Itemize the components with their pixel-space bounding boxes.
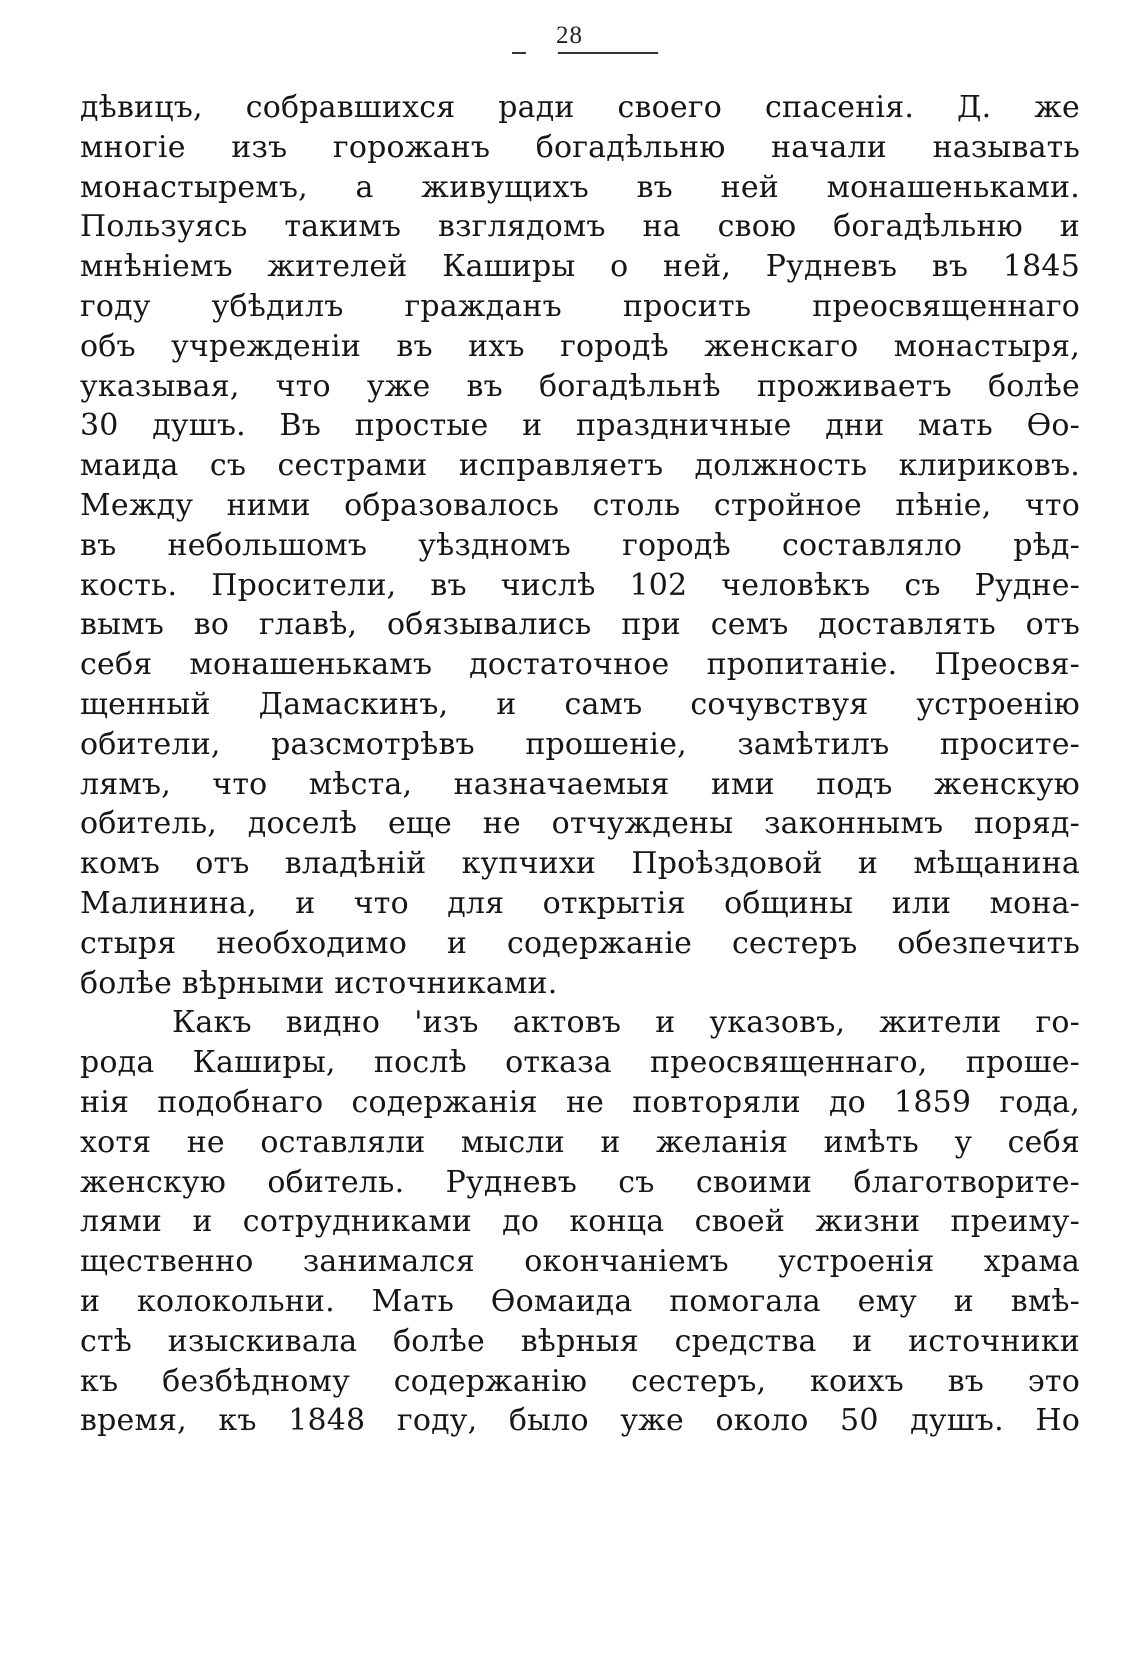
text-line: женскую обитель. Рудневъ съ своими благотворите- [80,1164,1080,1200]
page-number: 28 [556,22,583,49]
text-line: и колокольни. Мать Ѳомаида помогала ему и вмѣ- [80,1283,1080,1319]
text-line: Какъ видно 'изъ актовъ и указовъ, жители го- [172,1005,1080,1041]
text-line: комъ отъ владѣній купчихи Проѣздовой и мѣщанина [80,846,1080,882]
text-line: обитель, доселѣ еще не отчуждены законнымъ поряд- [80,806,1080,842]
text-line: дѣвицъ, собравшихся ради своего спасенія. Д. же [80,90,1080,125]
text-line: мнѣніемъ жителей Каширы о ней, Рудневъ въ 1845 [80,249,1080,285]
text-line: щенный Дамаскинъ, и самъ сочувствуя устроенію [80,686,1080,722]
text-line: обители, разсмотрѣвъ прошеніе, замѣтилъ просите- [80,726,1080,762]
text-line: стыря необходимо и содержаніе сестеръ обезпечить [80,925,1080,961]
text-line: Малинина, и что для открытія общины или мона- [80,885,1080,921]
text-line: кость. Просители, въ числѣ 102 человѣкъ съ Рудне- [80,567,1080,603]
text-line: году убѣдилъ гражданъ просить преосвященнаго [80,288,1080,324]
text-line: Пользуясь такимъ взглядомъ на свою богадѣльню и [80,209,1080,245]
text-line: нія подобнаго содержанія не повторяли до 1859 года, [80,1084,1080,1120]
header-rule-left [512,52,526,54]
text-line: монастыремъ, а живущихъ въ ней монашеньками. [80,169,1080,205]
text-line: болѣе вѣрными источниками. [80,965,558,1001]
text-line: рода Каширы, послѣ отказа преосвященнаго, проше- [80,1045,1080,1081]
header-rule-right [558,52,658,54]
text-line: щественно занимался окончаніемъ устроенія храма [80,1244,1080,1280]
text-line: многіе изъ горожанъ богадѣльню начали называть [80,129,1080,165]
text-line: вымъ во главѣ, обязывались при семъ доставлять отъ [80,607,1080,643]
body-text [80,88,1080,1441]
text-line: въ небольшомъ уѣздномъ городѣ составляло рѣд- [80,527,1080,563]
page-header [0,18,1140,58]
text-line: себя монашенькамъ достаточное пропитаніе. Преосвя- [80,647,1080,683]
text-line: объ учрежденіи въ ихъ городѣ женскаго монастыря, [80,328,1080,364]
text-line: указывая, что уже въ богадѣльнѣ проживаетъ болѣе [80,368,1080,404]
text-line: лями и сотрудниками до конца своей жизни преиму- [80,1204,1080,1240]
text-line: время, къ 1848 году, было уже около 50 душъ. Но [80,1403,1080,1439]
text-line: Между ними образовалось столь стройное пѣніе, что [80,487,1080,523]
text-line: лямъ, что мѣста, назначаемыя ими подъ женскую [80,766,1080,802]
text-line: стѣ изыскивала болѣе вѣрныя средства и источники [80,1323,1080,1359]
text-line: маида съ сестрами исправляетъ должность клириковъ. [80,448,1080,484]
text-line: 30 душъ. Въ простые и праздничные дни мать Ѳо- [80,408,1080,444]
text-line: хотя не оставляли мысли и желанія имѣть у себя [80,1124,1080,1160]
text-line: къ безбѣдному содержанію сестеръ, коихъ въ это [80,1363,1080,1399]
